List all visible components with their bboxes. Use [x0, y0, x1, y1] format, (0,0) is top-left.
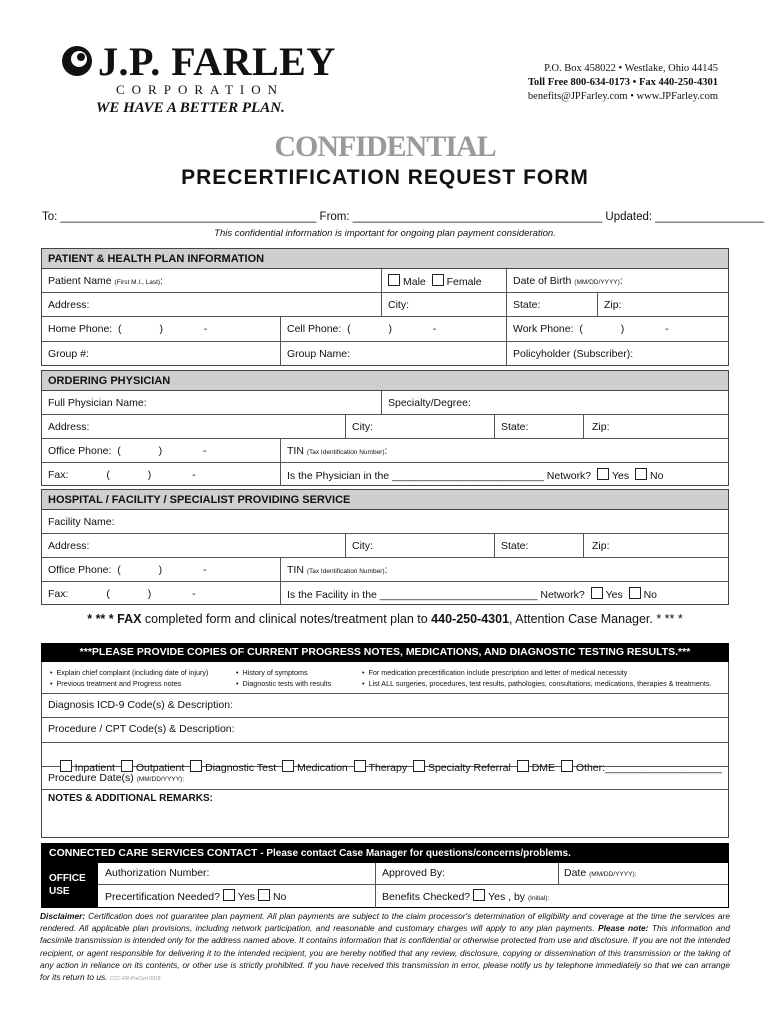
patient-state-field[interactable]: State:: [513, 299, 541, 311]
logo-swirl-icon: [60, 44, 94, 78]
contact-heading: CONNECTED CARE SERVICES CONTACT - Please contact Case Manager for questions/concerns/problems.: [41, 843, 729, 863]
work-phone-field[interactable]: Work Phone: ( ) -: [513, 323, 669, 335]
physician-city-field[interactable]: City:: [352, 421, 373, 433]
therapy-checkbox[interactable]: [354, 760, 366, 772]
patient-heading: PATIENT & HEALTH PLAN INFORMATION: [42, 249, 728, 269]
benefits-checked-question: Benefits Checked? Yes , by (Initial):: [382, 891, 550, 903]
facility-network-yes-checkbox[interactable]: [591, 587, 603, 599]
facility-city-field[interactable]: City:: [352, 540, 373, 552]
facility-name-field[interactable]: Facility Name:: [48, 516, 115, 528]
procedure-dates-field[interactable]: Procedure Date(s) (MM/DD/YYYY):: [48, 772, 185, 784]
facility-office-phone-field[interactable]: Office Phone: ( ) -: [48, 564, 207, 576]
contact-section: [41, 863, 729, 908]
physician-state-field[interactable]: State:: [501, 421, 529, 433]
gender-options: Male Female: [388, 274, 482, 288]
dob-field[interactable]: Date of Birth (MM/DD/YYYY):: [513, 275, 623, 287]
form-code: CCC-FR-PreCert 0918: [109, 976, 161, 983]
precert-needed-question: Precertification Needed? Yes No: [105, 891, 287, 903]
dme-checkbox[interactable]: [517, 760, 529, 772]
fax-instruction: * ** * FAX completed form and clinical notes/treatment plan to 440-250-4301, Attention Case Manager. * ** *: [87, 612, 683, 626]
patient-city-field[interactable]: City:: [388, 299, 409, 311]
facility-network-no-checkbox[interactable]: [629, 587, 641, 599]
benefits-yes-checkbox[interactable]: [473, 889, 485, 901]
group-number-field[interactable]: Group #:: [48, 348, 89, 360]
facility-section: [41, 489, 729, 605]
facility-fax-field[interactable]: Fax: ( ) -: [48, 588, 196, 600]
progress-heading: ***PLEASE PROVIDE COPIES OF CURRENT PROGRESS NOTES, MEDICATIONS, AND DIAGNOSTIC TESTING RESULTS.***: [41, 643, 729, 662]
physician-name-field[interactable]: Full Physician Name:: [48, 397, 147, 409]
company-sub: CORPORATION: [116, 82, 285, 97]
bullet-medication: • For medication precertification include prescription and letter of medical necessity: [362, 668, 628, 677]
physician-address-field[interactable]: Address:: [48, 421, 90, 433]
address-line-3: benefits@JPFarley.com • www.JPFarley.com: [527, 91, 718, 102]
group-name-field[interactable]: Group Name:: [287, 348, 351, 360]
bullet-diagnostic-tests: • Diagnostic tests with results: [236, 679, 332, 688]
female-checkbox[interactable]: [432, 274, 444, 286]
form-title: PRECERTIFICATION REQUEST FORM: [181, 166, 589, 189]
physician-network-yes-checkbox[interactable]: [597, 468, 609, 480]
precert-yes-checkbox[interactable]: [223, 889, 235, 901]
male-checkbox[interactable]: [388, 274, 400, 286]
confidential-stamp: CONFIDENTIAL: [274, 130, 496, 163]
authorization-number-field[interactable]: Authorization Number:: [105, 867, 210, 879]
company-name: J.P. FARLEY: [98, 39, 336, 84]
bullet-list-all: • List ALL surgeries, procedures, test results, pathologies, consultations, medications, therapies & treatments.: [362, 679, 712, 688]
outpatient-checkbox[interactable]: [121, 760, 133, 772]
physician-section: [41, 370, 729, 486]
service-type-options: Inpatient Outpatient Diagnostic Test Medication Therapy Specialty Referral DME Other:____________________: [48, 748, 722, 786]
patient-zip-field[interactable]: Zip:: [604, 299, 622, 311]
facility-state-field[interactable]: State:: [501, 540, 529, 552]
facility-heading: HOSPITAL / FACILITY / SPECIALIST PROVIDING SERVICE: [42, 490, 728, 510]
facility-tin-field[interactable]: TIN (Tax Identification Number):: [287, 564, 388, 576]
notes-remarks-field[interactable]: NOTES & ADDITIONAL REMARKS:: [48, 793, 213, 804]
confidential-note: This confidential information is important for ongoing plan payment consideration.: [214, 228, 556, 239]
address-line-2: Toll Free 800-634-0173 • Fax 440-250-4301: [527, 77, 718, 88]
medication-checkbox[interactable]: [282, 760, 294, 772]
diagnosis-field[interactable]: Diagnosis ICD-9 Code(s) & Description:: [48, 699, 233, 711]
facility-zip-field[interactable]: Zip:: [592, 540, 610, 552]
inpatient-checkbox[interactable]: [60, 760, 72, 772]
physician-zip-field[interactable]: Zip:: [592, 421, 610, 433]
progress-section: [41, 662, 729, 838]
patient-name-field[interactable]: Patient Name (First M.I., Last):: [48, 275, 163, 287]
other-checkbox[interactable]: [561, 760, 573, 772]
patient-address-field[interactable]: Address:: [48, 299, 90, 311]
bullet-history: • History of symptoms: [236, 668, 308, 677]
specialty-field[interactable]: Specialty/Degree:: [388, 397, 471, 409]
policyholder-field[interactable]: Policyholder (Subscriber):: [513, 348, 634, 360]
physician-network-no-checkbox[interactable]: [635, 468, 647, 480]
facility-network-question: Is the Facility in the ___________________________ Network? Yes No: [287, 589, 657, 601]
cell-phone-field[interactable]: Cell Phone: ( ) -: [287, 323, 437, 335]
contact-date-field[interactable]: Date (MM/DD/YYYY):: [564, 867, 637, 879]
bullet-chief-complaint: • Explain chief complaint (including date of injury): [50, 668, 209, 677]
physician-network-question: Is the Physician in the __________________________ Network? Yes No: [287, 470, 664, 482]
tagline: WE HAVE A BETTER PLAN.: [96, 100, 285, 116]
precert-no-checkbox[interactable]: [258, 889, 270, 901]
address-line-1: P.O. Box 458022 • Westlake, Ohio 44145: [544, 63, 718, 74]
physician-heading: ORDERING PHYSICIAN: [42, 371, 728, 391]
physician-fax-field[interactable]: Fax: ( ) -: [48, 469, 196, 481]
patient-section: [41, 248, 729, 366]
physician-office-phone-field[interactable]: Office Phone: ( ) -: [48, 445, 207, 457]
bullet-previous-treatment: • Previous treatment and Progress notes: [50, 679, 182, 688]
disclaimer: Disclaimer: Certification does not guarantee plan payment. All plan payments are subject to the claim processor's determination of eligibility and coverage at the time the services are rendered. All applicable plan provisions, including network participation, and reasonable and customary charges will apply to any plan payments. Please note: This information and facsimile transmission is intended only for the address named above. It contains information that is confidential or otherwise protected from use and disclosure. If you are not the intended recipient, or agent responsible for delivering it to the intended recipient, you are hereby notified that any review, disclosure, copying or dissemination of this transmission or the taking of any action in reliance on its contents, or other use is strictly prohibited. If you have received this transmission in error, please notify us by telephone immediately so that we can arrange for its return to us. CCC-FR-PreCert 0918: [40, 911, 730, 983]
office-use-label: OFFICE USE: [42, 863, 98, 908]
procedure-field[interactable]: Procedure / CPT Code(s) & Description:: [48, 723, 235, 735]
diagnostic-test-checkbox[interactable]: [190, 760, 202, 772]
physician-tin-field[interactable]: TIN (Tax Identification Number):: [287, 445, 388, 457]
specialty-referral-checkbox[interactable]: [413, 760, 425, 772]
home-phone-field[interactable]: Home Phone: ( ) -: [48, 323, 208, 335]
facility-address-field[interactable]: Address:: [48, 540, 90, 552]
approved-by-field[interactable]: Approved By:: [382, 867, 446, 879]
to-from-line[interactable]: To: ________________________________________ From: _______________________________________ Updated: _________________: [42, 211, 765, 223]
